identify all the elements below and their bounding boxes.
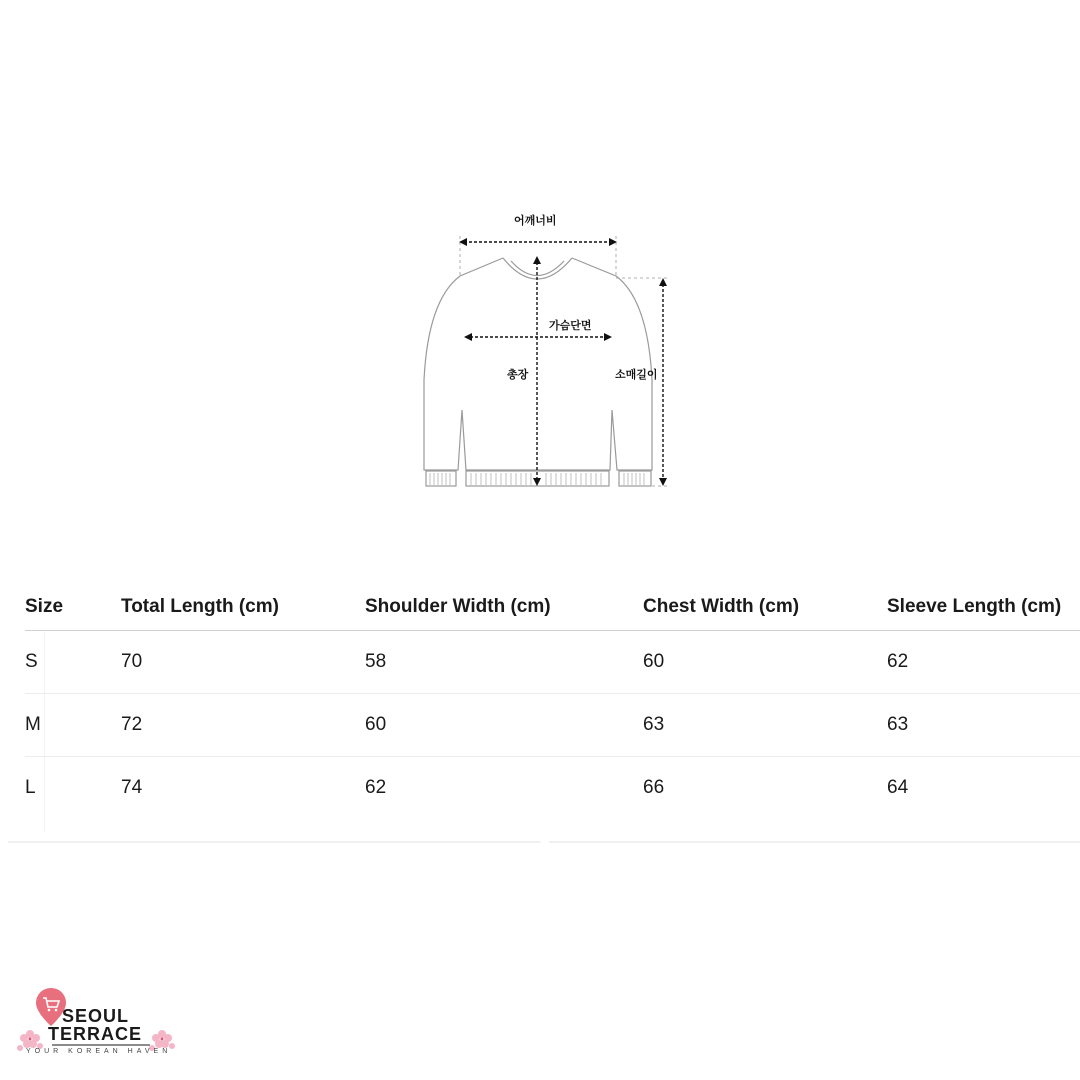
shoulder-width-label: 어깨너비 bbox=[514, 214, 557, 227]
table-header-row bbox=[25, 584, 1080, 631]
cell-size: L bbox=[25, 777, 36, 798]
table-row bbox=[25, 757, 1080, 820]
card-edge-left bbox=[8, 841, 541, 843]
cell-total-length: 72 bbox=[121, 694, 365, 757]
header-sleeve-length: Sleeve Length (cm) bbox=[887, 584, 1080, 631]
cell-size: M bbox=[25, 694, 121, 757]
cell-size: S bbox=[25, 631, 121, 694]
cell-chest-width: 60 bbox=[643, 631, 887, 694]
cell-chest-width: 63 bbox=[643, 694, 887, 757]
header-size: Size bbox=[25, 584, 121, 631]
logo-word-seoul: SEOUL bbox=[62, 1006, 130, 1026]
table-row bbox=[25, 694, 1080, 757]
cell-total-length: 74 bbox=[121, 777, 143, 798]
sleeve-length-label: 소매길이 bbox=[615, 368, 658, 381]
cell-shoulder-width: 58 bbox=[365, 631, 643, 694]
header-shoulder-width: Shoulder Width (cm) bbox=[365, 584, 643, 631]
total-length-label: 총장 bbox=[507, 368, 529, 381]
header-chest-width: Chest Width (cm) bbox=[643, 584, 887, 631]
cell-sleeve-length: 62 bbox=[887, 631, 1080, 694]
cell-total-length: 70 bbox=[121, 631, 365, 694]
logo-word-terrace: TERRACE bbox=[48, 1024, 143, 1044]
logo-tagline: YOUR KOREAN HAVEN bbox=[26, 1048, 172, 1055]
header-total-length: Total Length (cm) bbox=[121, 584, 365, 631]
chest-width-label: 가슴단면 bbox=[549, 319, 592, 332]
size-chart-table bbox=[25, 584, 1080, 819]
cell-sleeve-length: 63 bbox=[887, 694, 1080, 757]
cell-shoulder-width: 60 bbox=[365, 694, 643, 757]
cell-chest-width: 66 bbox=[643, 777, 665, 798]
table-row bbox=[25, 631, 1080, 694]
seoul-terrace-logo bbox=[14, 986, 184, 1066]
card-edge-right bbox=[549, 841, 1080, 843]
cell-sleeve-length: 64 bbox=[887, 777, 909, 798]
cell-shoulder-width: 62 bbox=[365, 777, 387, 798]
